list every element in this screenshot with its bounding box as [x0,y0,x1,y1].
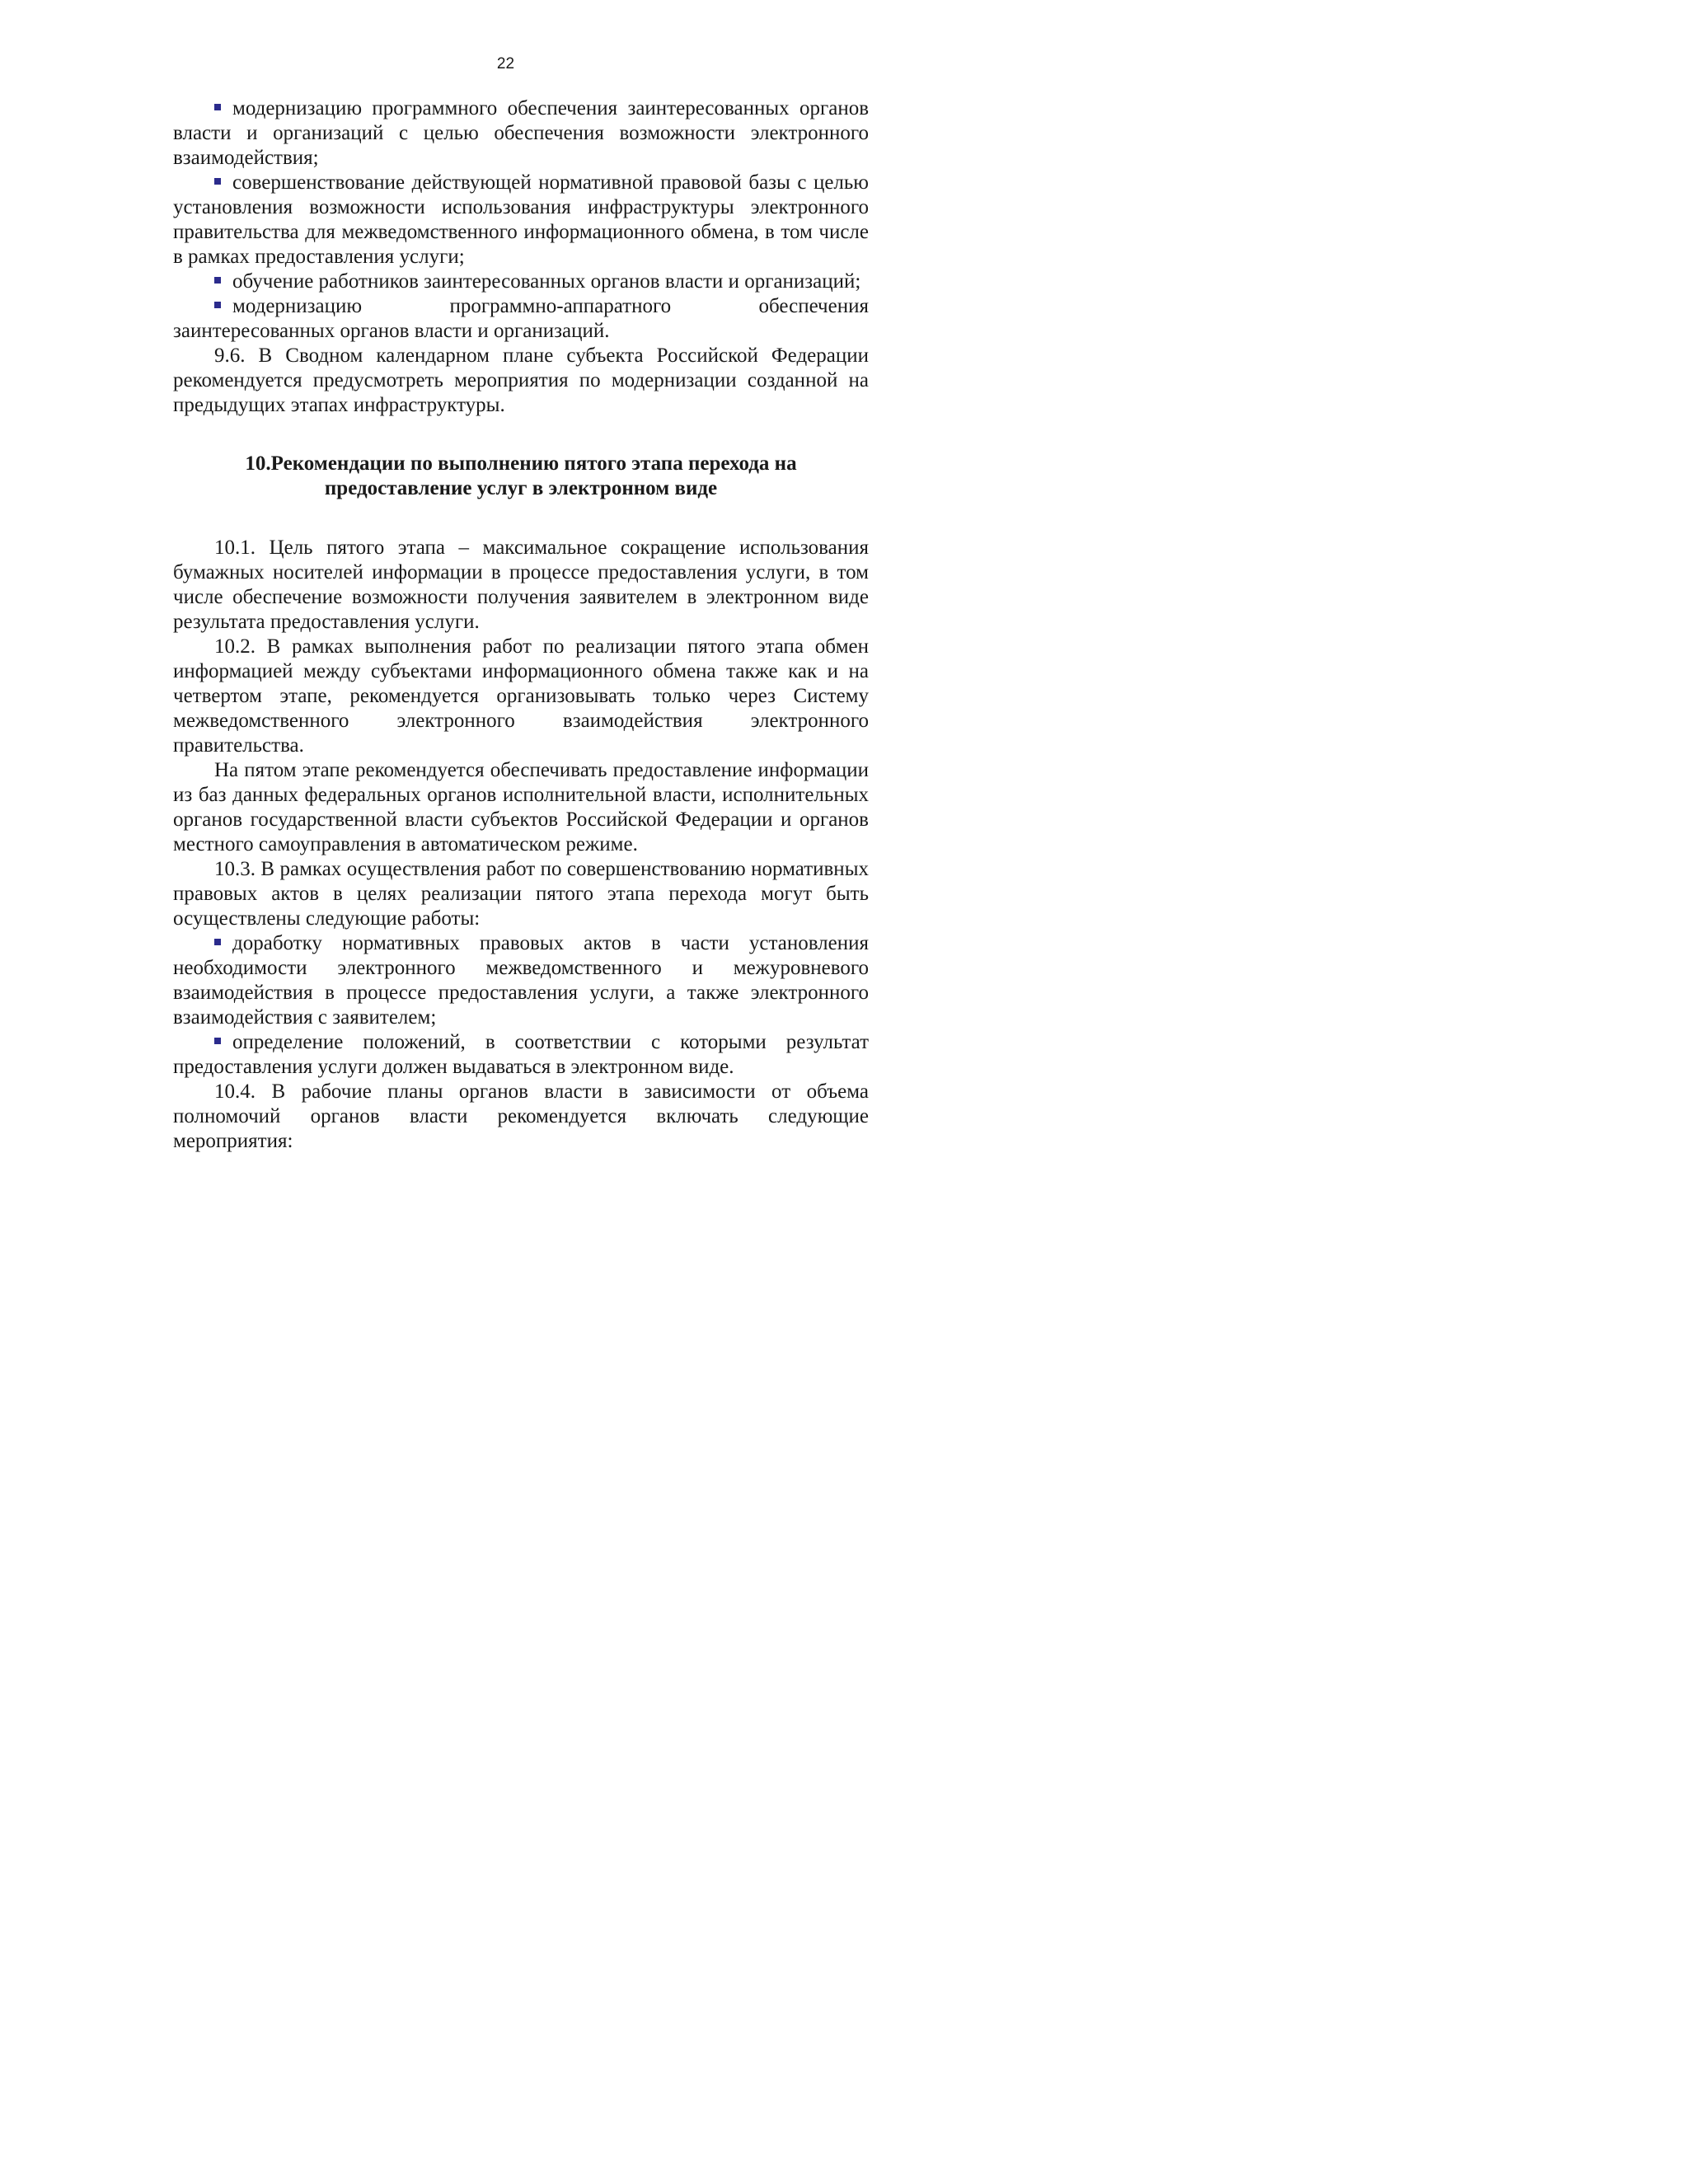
bullet-square-icon [214,277,221,284]
paragraph: 10.1. Цель пятого этапа – максимальное сокращение использования бумажных носителей информации в процессе предоставления услуги, в том числе обеспечение возможности получения заявителем в электронном виде результата предоставления услуги. [173,537,869,633]
bullet-square-icon [214,104,221,110]
page-number: 22 [496,55,515,73]
section-heading [173,452,869,501]
section-heading-line: предоставление услуг в электронном виде [324,477,718,499]
list-item: доработку нормативных правовых актов в части установления необходимости электронного межведомственного и межуровневого взаимодействия в процессе предоставления услуги, а также электронного взаимодействия с заявителем; [173,932,869,1029]
paragraph: На пятом этапе рекомендуется обеспечивать предоставление информации из баз данных федеральных органов исполнительной власти, исполнительных органов государственной власти субъектов Российской Федерации и органов местного самоуправления в автоматическом режиме. [173,759,869,855]
list-item: обучение работников заинтересованных органов власти и организаций; [173,269,869,294]
list-item: определение положений, в соответствии с которыми результат предоставления услуги должен выдаваться в электронном виде. [173,1031,869,1078]
list-item: модернизацию программно-аппаратного обеспечения заинтересованных органов власти и организаций. [173,295,869,342]
list-item: модернизацию программного обеспечения заинтересованных органов власти и организаций с целью обеспечения возможности электронного взаимодействия; [173,97,869,169]
paragraph: 9.6. В Сводном календарном плане субъекта Российской Федерации рекомендуется предусмотреть мероприятия по модернизации созданной на предыдущих этапах инфраструктуры. [173,344,869,416]
paragraph: 10.2. В рамках выполнения работ по реализации пятого этапа обмен информацией между субъектами информационного обмена также как и на четвертом этапе, рекомендуется организовывать только через Систему межведомственного электронного взаимодействия электронного правительства. [173,635,869,757]
bullet-square-icon [214,939,221,945]
paragraph: 10.3. В рамках осуществления работ по совершенствованию нормативных правовых актов в целях реализации пятого этапа перехода могут быть осуществлены следующие работы: [173,858,869,930]
bullet-square-icon [214,178,221,185]
bullet-square-icon [214,1038,221,1044]
document-body [173,96,869,1154]
paragraph: 10.4. В рабочие планы органов власти в зависимости от объема полномочий органов власти рекомендуется включать следующие мероприятия: [173,1080,869,1152]
list-item: совершенствование действующей нормативной правовой базы с целью установления возможности использования инфраструктуры электронного правительства для межведомственного информационного обмена, в том числе в рамках предоставления услуги; [173,171,869,268]
section-heading-line: 10.Рекомендации по выполнению пятого этапа перехода на [245,452,797,475]
bullet-square-icon [214,302,221,308]
